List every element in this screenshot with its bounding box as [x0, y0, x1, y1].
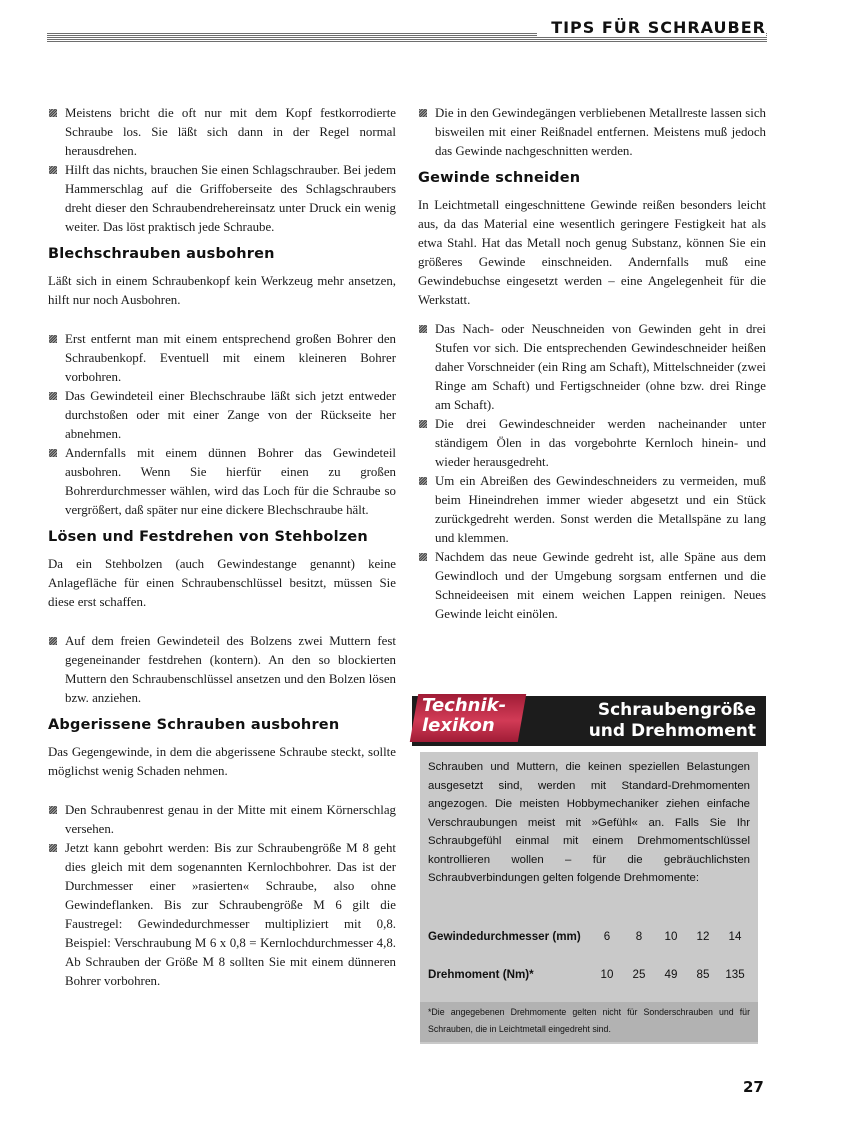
torque-row-label: Gewindedurchmesser (mm): [428, 930, 581, 943]
torque-value: 49: [664, 968, 678, 981]
footnote: *Die angegebenen Drehmomente gelten nicht für Sonderschrauben und für Schrauben, die in Leichtmetall eingedreht sind.: [420, 1002, 758, 1042]
right-column: [418, 104, 766, 624]
list-item: Meistens bricht die oft nur mit dem Kopf festkorrodierte Schraube los. Sie läßt sich dann in der Regel normal herausdrehen.: [48, 104, 396, 161]
list-item: Das Gewindeteil einer Blechschraube läßt sich jetzt entweder durchstoßen oder mit einer Zange von der Rückseite her abnehmen.: [48, 387, 396, 444]
badge-line: Technik-: [422, 695, 507, 716]
section-heading: Lösen und Festdrehen von Stehbolzen: [48, 529, 368, 545]
list-item: Den Schraubenrest genau in der Mitte mit einem Körnerschlag versehen.: [48, 801, 396, 839]
paragraph: Da ein Stehbolzen (auch Gewindestange genannt) keine Anlagefläche für einen Schraubenschlüssel besitzt, müssen Sie diese erst schaffen.: [48, 557, 396, 609]
lexikon-header: [412, 696, 766, 746]
list-item: Auf dem freien Gewindeteil des Bolzens zwei Muttern fest gegeneinander festdrehen (kontern). An den so blockierten Muttern den Schraubenschlüssel ansetzen und den Bolzen lösen bzw. anziehen.: [48, 632, 396, 708]
list-item: Das Nach- oder Neuschneiden von Gewinden geht in drei Stufen vor sich. Die entsprechenden Gewindeschneider heißen daher Vorschneider (ein Ring am Schaft), Mittelschneider (zwei Ringe am Schaft) und Fertigschneider (ohne bzw. drei Ringe am Schaft).: [418, 320, 766, 415]
torque-row-diameter: [428, 928, 750, 948]
paragraph: In Leichtmetall eingeschnittene Gewinde reißen besonders leicht aus, da das Material eine wesentlich geringere Festigkeit hat als etwa Stahl. Hat das Metall noch genug Substanz, können Sie ein größeres Gewinde einschneiden. Andernfalls muß eine Gewindebuchse eingesetzt werden – eine Angelegenheit für die Werkstatt.: [418, 198, 766, 307]
torque-value: 85: [696, 968, 710, 981]
torque-row-label: Drehmoment (Nm)*: [428, 968, 534, 981]
section-heading: Blechschrauben ausbohren: [48, 246, 275, 262]
torque-value: 12: [696, 930, 710, 943]
section-heading: Gewinde schneiden: [418, 170, 581, 186]
torque-value: 8: [635, 930, 643, 943]
page-number: 27: [743, 1078, 764, 1096]
list-item: Hilft das nichts, brauchen Sie einen Schlagschrauber. Bei jedem Hammerschlag auf die Griffoberseite des Schlagschraubers dreht dieser den Schraubendrehereinsatz unter Druck ein wenig weiter. Das löst praktisch jede Schraube.: [48, 161, 396, 237]
technik-lexikon-box: [412, 696, 766, 1048]
torque-value: 10: [664, 930, 678, 943]
paragraph: Läßt sich in einem Schraubenkopf kein Werkzeug mehr ansetzen, hilft nur noch Ausbohren.: [48, 274, 396, 307]
list-item: Jetzt kann gebohrt werden: Bis zur Schraubengröße M 8 geht dies gleich mit dem sogenannten Kernlochbohrer. Das ist der Durchmesser einer »rasierten« Schraube, also ohne Gewindeflanken. Bis zur Schraubengröße M 6 gilt die Faustregel: Gewindedurchmesser multipliziert mit 0,8. Beispiel: Verschraubung M 6 x 0,8 = Kernlochdurchmesser 4,8. Ab Schrauben der Größe M 8 sollten Sie mit einem dünneren Bohrer vorbohren.: [48, 839, 396, 991]
left-column: [48, 104, 396, 991]
running-header: TIPS FÜR SCHRAUBER: [537, 18, 766, 37]
list-item: Um ein Abreißen des Gewindeschneiders zu vermeiden, muß beim Hineindrehen immer wieder abgesetzt und ein Stück zurückgedreht werden. Sonst werden die Metallspäne zu lang und klemmen.: [418, 472, 766, 548]
section-heading: Abgerissene Schrauben ausbohren: [48, 717, 340, 733]
paragraph: Das Gegengewinde, in dem die abgerissene Schraube steckt, sollte möglichst wenig Schaden nehmen.: [48, 745, 396, 778]
title-line: Schraubengröße: [597, 700, 756, 720]
list-item: Erst entfernt man mit einem entsprechend großen Bohrer den Schraubenkopf. Eventuell mit einem kleineren Bohrer vorbohren.: [48, 330, 396, 387]
torque-value: 10: [600, 968, 614, 981]
badge-line: lexikon: [422, 715, 495, 736]
lexikon-body: [420, 752, 758, 1044]
list-item: Andernfalls mit einem dünnen Bohrer das Gewindeteil ausbohren. Wenn Sie hierfür einen zu großen Bohrerdurchmesser wählen, wird das Loch für die Schraube so vergrößert, daß später nur eine dickere Blechschraube hält.: [48, 444, 396, 520]
torque-value: 14: [728, 930, 742, 943]
list-item: Nachdem das neue Gewinde gedreht ist, alle Späne aus dem Gewindloch und der Umgebung sorgsam entfernen und die Schneideeisen mit einem weichen Lappen reinigen. Neues Gewinde leicht einölen.: [418, 548, 766, 624]
torque-value: 135: [725, 968, 745, 981]
title-line: und Drehmoment: [588, 721, 756, 741]
list-item: Die in den Gewindegängen verbliebenen Metallreste lassen sich bisweilen mit einer Reißnadel entfernen. Meistens muß jedoch das Gewinde nachgeschnitten werden.: [418, 104, 766, 161]
torque-row-torque: [428, 966, 750, 986]
list-item: Die drei Gewindeschneider werden nacheinander unter ständigem Ölen in das vorgebohrte Kernloch hinein- und wieder herausgedreht.: [418, 415, 766, 472]
torque-value: 6: [603, 930, 611, 943]
lexikon-text: Schrauben und Muttern, die keinen speziellen Belastungen ausgesetzt sind, werden mit Standard-Drehmomenten angezogen. Die meisten Hobbymechaniker ziehen einfache Verschraubungen meist mit »Gefühl« an. Falls Sie Ihr Schraubgefühl einmal mit einem Drehmomentschlüssel kontrollieren wollen – für die gebräuchlichsten Schraubverbindungen gelten folgende Drehmomente:: [428, 761, 750, 884]
lexikon-badge-text: [422, 696, 522, 736]
torque-value: 25: [632, 968, 646, 981]
lexikon-title: [589, 700, 756, 742]
